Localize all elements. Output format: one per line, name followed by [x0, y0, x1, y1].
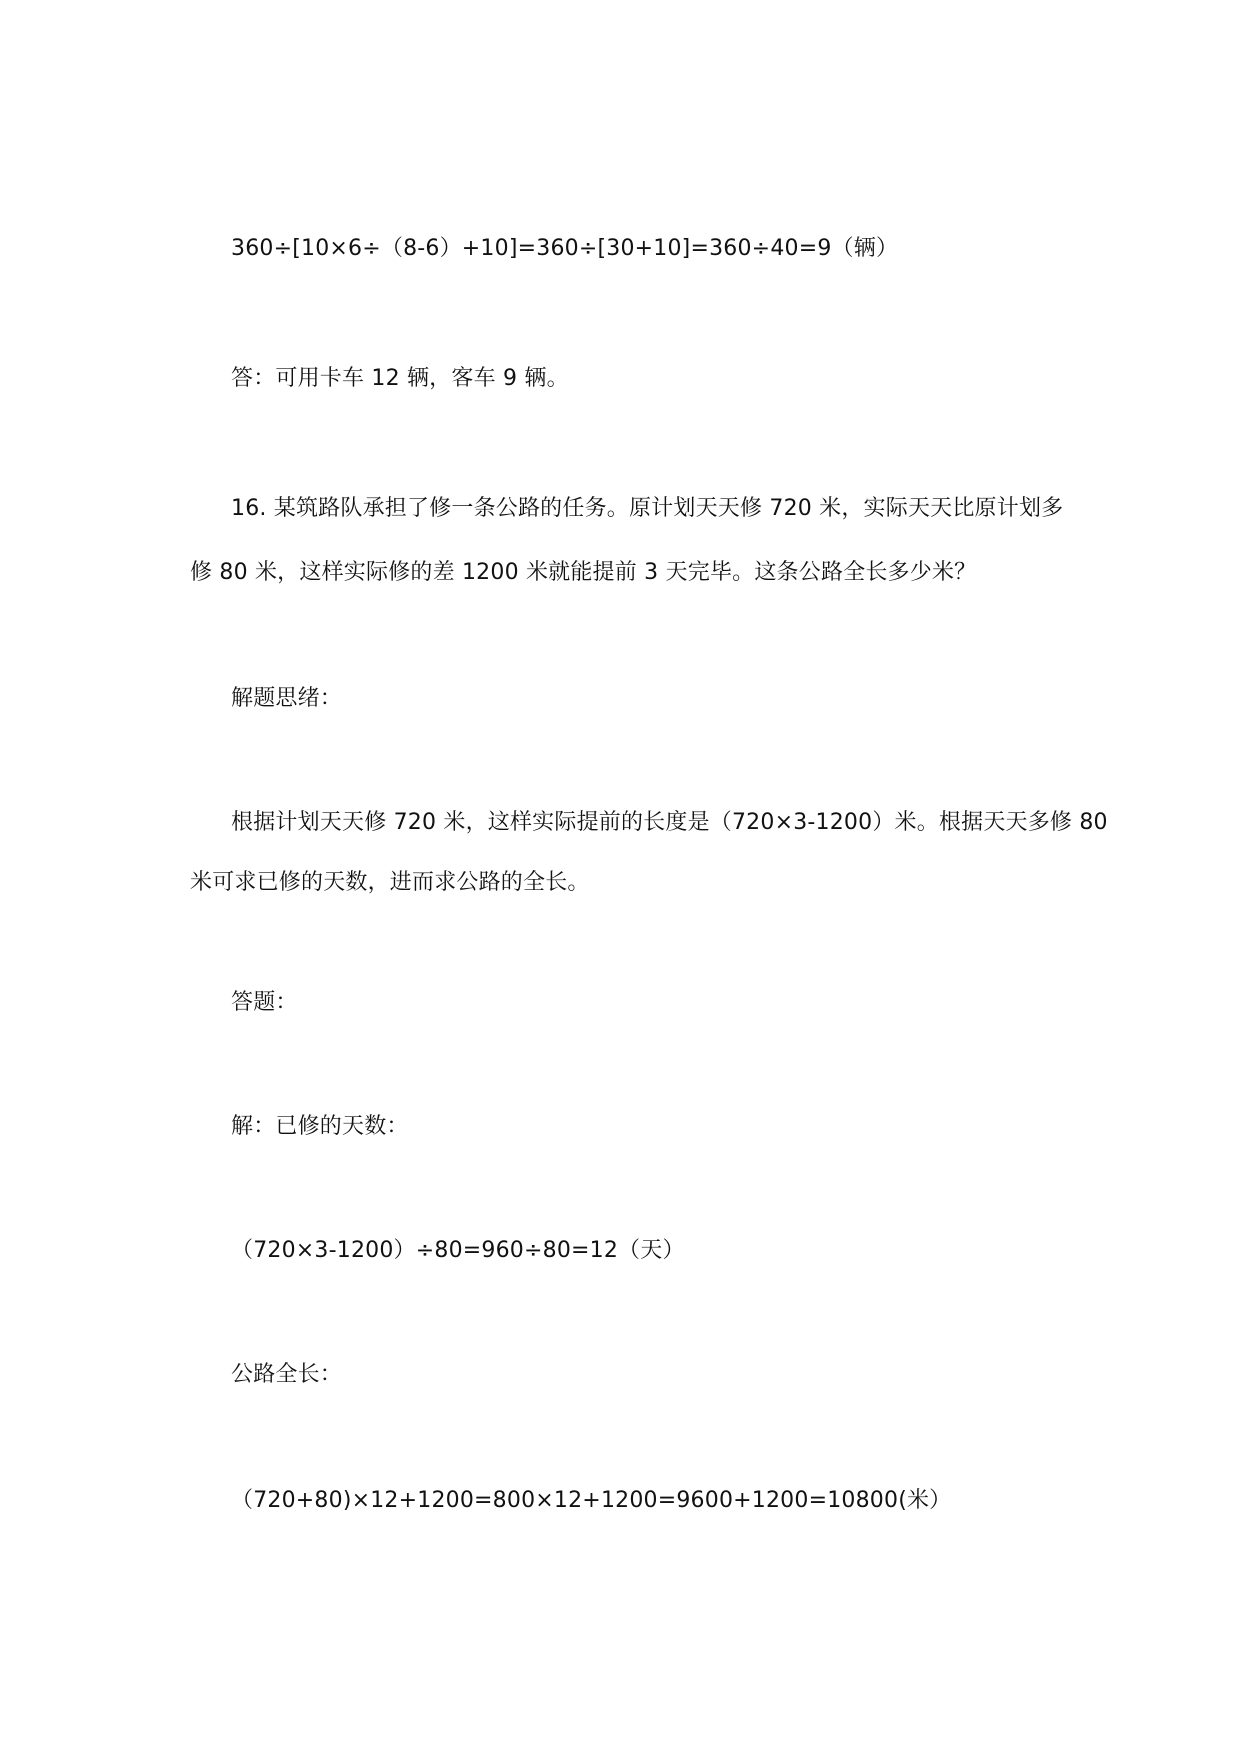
days-calculation: （720×3-1200）÷80=960÷80=12（天） — [231, 1238, 685, 1263]
solution-idea-line-1: 根据计划天天修 720 米，这样实际提前的长度是（720×3-1200）米。根据天天多修 80 — [231, 810, 1108, 835]
road-length-calculation: （720+80)×12+1200=800×12+1200=9600+1200=10800(米） — [231, 1488, 952, 1513]
calc-line-vehicles: 360÷[10×6÷（8-6）+10]=360÷[30+10]=360÷40=9（辆） — [231, 236, 899, 261]
answer-line-15: 答：可用卡车 12 辆，客车 9 辆。 — [231, 366, 569, 391]
answer-heading: 答题： — [231, 990, 298, 1015]
solution-idea-heading: 解题思绪： — [231, 686, 343, 711]
road-length-label: 公路全长： — [231, 1362, 343, 1387]
solution-idea-line-2: 米可求已修的天数，进而求公路的全长。 — [190, 870, 590, 895]
question-16-line-2: 修 80 米，这样实际修的差 1200 米就能提前 3 天完毕。这条公路全长多少米？ — [190, 560, 977, 585]
question-16-line-1: 16. 某筑路队承担了修一条公路的任务。原计划天天修 720 米，实际天天比原计划多 — [231, 496, 1064, 521]
days-label: 解：已修的天数： — [231, 1114, 409, 1139]
